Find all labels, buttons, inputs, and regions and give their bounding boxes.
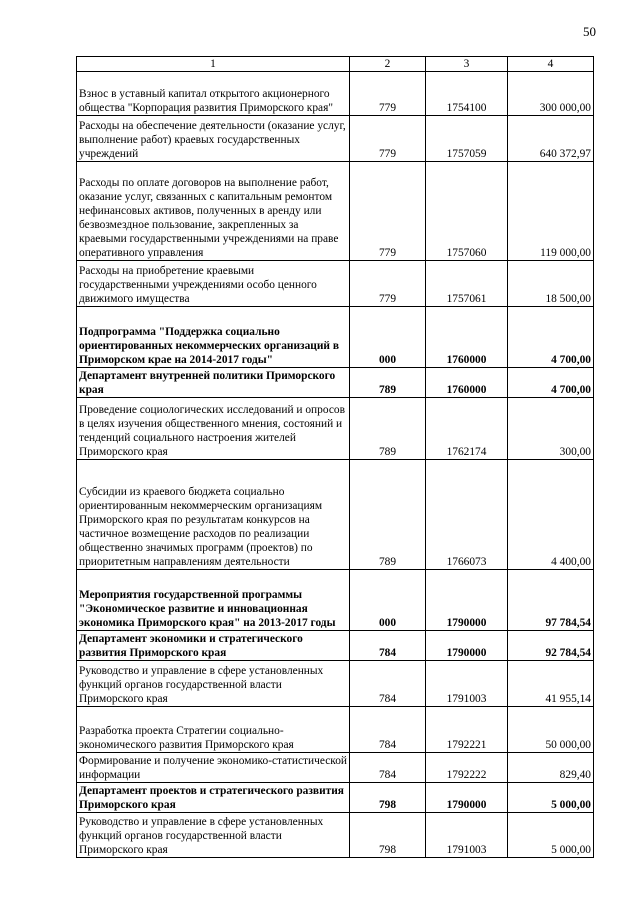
row-name-cell: Взнос в уставный капитал открытого акционерного общества "Корпорация развития Приморского края" bbox=[77, 72, 350, 116]
row-code-cell: 779 bbox=[350, 162, 426, 261]
row-name-cell: Проведение социологических исследований и опросов в целях изучения общественного мнения, состояний и тенденций социального настроения жителей Приморского края bbox=[77, 398, 350, 460]
row-amount-cell: 829,40 bbox=[508, 753, 594, 783]
table-row bbox=[77, 570, 594, 631]
row-code-cell: 784 bbox=[350, 661, 426, 707]
row-name-cell: Департамент внутренней политики Приморского края bbox=[77, 368, 350, 398]
row-name-cell: Департамент проектов и стратегического развития Приморского края bbox=[77, 783, 350, 813]
row-amount-cell: 300,00 bbox=[508, 398, 594, 460]
row-name-cell: Расходы на обеспечение деятельности (оказание услуг, выполнение работ) краевых государственных учреждений bbox=[77, 116, 350, 162]
row-code-cell: 789 bbox=[350, 460, 426, 570]
row-code-cell: 779 bbox=[350, 72, 426, 116]
row-code-cell: 798 bbox=[350, 783, 426, 813]
row-classification-cell: 1757060 bbox=[426, 162, 508, 261]
row-name-cell: Расходы по оплате договоров на выполнение работ, оказание услуг, связанных с капитальным ремонтом нефинансовых активов, полученных в аренду или безвозмездное пользование, закрепленных за краевыми государственными учреждениями на праве оперативного управления bbox=[77, 162, 350, 261]
table-row bbox=[77, 707, 594, 753]
table-row bbox=[77, 460, 594, 570]
row-code-cell: 000 bbox=[350, 307, 426, 368]
row-amount-cell: 119 000,00 bbox=[508, 162, 594, 261]
row-code-cell: 789 bbox=[350, 398, 426, 460]
row-name-cell: Мероприятия государственной программы "Экономическое развитие и инновационная экономика Приморского края" на 2013-2017 годы bbox=[77, 570, 350, 631]
row-code-cell: 779 bbox=[350, 116, 426, 162]
row-code-cell: 784 bbox=[350, 753, 426, 783]
budget-table bbox=[76, 56, 594, 858]
row-classification-cell: 1766073 bbox=[426, 460, 508, 570]
row-name-cell: Расходы на приобретение краевыми государственными учреждениями особо ценного движимого имущества bbox=[77, 261, 350, 307]
row-name-cell: Руководство и управление в сфере установленных функций органов государственной власти Приморского края bbox=[77, 813, 350, 858]
row-amount-cell: 92 784,54 bbox=[508, 631, 594, 661]
row-code-cell: 779 bbox=[350, 261, 426, 307]
table-row bbox=[77, 753, 594, 783]
row-code-cell: 000 bbox=[350, 570, 426, 631]
row-name-cell: Департамент экономики и стратегического развития Приморского края bbox=[77, 631, 350, 661]
row-amount-cell: 300 000,00 bbox=[508, 72, 594, 116]
row-classification-cell: 1790000 bbox=[426, 631, 508, 661]
table-header-row bbox=[77, 57, 594, 72]
table-row bbox=[77, 116, 594, 162]
budget-table-body bbox=[77, 57, 594, 858]
page-number: 50 bbox=[583, 24, 596, 39]
header-cell: 3 bbox=[426, 57, 508, 72]
row-classification-cell: 1791003 bbox=[426, 813, 508, 858]
header-cell: 4 bbox=[508, 57, 594, 72]
row-classification-cell: 1762174 bbox=[426, 398, 508, 460]
row-name-cell: Подпрограмма "Поддержка социально ориентированных некоммерческих организаций в Приморском крае на 2014-2017 годы" bbox=[77, 307, 350, 368]
row-name-cell: Разработка проекта Стратегии социально-экономического развития Приморского края bbox=[77, 707, 350, 753]
row-amount-cell: 640 372,97 bbox=[508, 116, 594, 162]
table-row bbox=[77, 813, 594, 858]
table-row bbox=[77, 631, 594, 661]
table-row bbox=[77, 398, 594, 460]
table-row bbox=[77, 783, 594, 813]
header-cell: 1 bbox=[77, 57, 350, 72]
row-classification-cell: 1757059 bbox=[426, 116, 508, 162]
row-classification-cell: 1791003 bbox=[426, 661, 508, 707]
row-amount-cell: 18 500,00 bbox=[508, 261, 594, 307]
row-code-cell: 789 bbox=[350, 368, 426, 398]
row-amount-cell: 41 955,14 bbox=[508, 661, 594, 707]
row-name-cell: Формирование и получение экономико-статистической информации bbox=[77, 753, 350, 783]
row-classification-cell: 1757061 bbox=[426, 261, 508, 307]
row-amount-cell: 4 700,00 bbox=[508, 368, 594, 398]
row-amount-cell: 97 784,54 bbox=[508, 570, 594, 631]
table-row bbox=[77, 307, 594, 368]
row-name-cell: Руководство и управление в сфере установленных функций органов государственной власти Приморского края bbox=[77, 661, 350, 707]
table-row bbox=[77, 261, 594, 307]
row-classification-cell: 1790000 bbox=[426, 783, 508, 813]
row-amount-cell: 50 000,00 bbox=[508, 707, 594, 753]
row-amount-cell: 4 400,00 bbox=[508, 460, 594, 570]
row-amount-cell: 5 000,00 bbox=[508, 783, 594, 813]
row-name-cell: Субсидии из краевого бюджета социально ориентированным некоммерческим организациям Приморского края по результатам конкурсов на частичное возмещение расходов по реализации общественно значимых программ (проектов) по приоритетным направлениям деятельности bbox=[77, 460, 350, 570]
table-row bbox=[77, 72, 594, 116]
row-classification-cell: 1760000 bbox=[426, 368, 508, 398]
row-code-cell: 798 bbox=[350, 813, 426, 858]
row-code-cell: 784 bbox=[350, 631, 426, 661]
header-cell: 2 bbox=[350, 57, 426, 72]
row-classification-cell: 1760000 bbox=[426, 307, 508, 368]
row-classification-cell: 1790000 bbox=[426, 570, 508, 631]
table-row bbox=[77, 162, 594, 261]
table-row bbox=[77, 661, 594, 707]
row-amount-cell: 5 000,00 bbox=[508, 813, 594, 858]
row-amount-cell: 4 700,00 bbox=[508, 307, 594, 368]
row-classification-cell: 1754100 bbox=[426, 72, 508, 116]
row-classification-cell: 1792221 bbox=[426, 707, 508, 753]
row-classification-cell: 1792222 bbox=[426, 753, 508, 783]
table-row bbox=[77, 368, 594, 398]
row-code-cell: 784 bbox=[350, 707, 426, 753]
